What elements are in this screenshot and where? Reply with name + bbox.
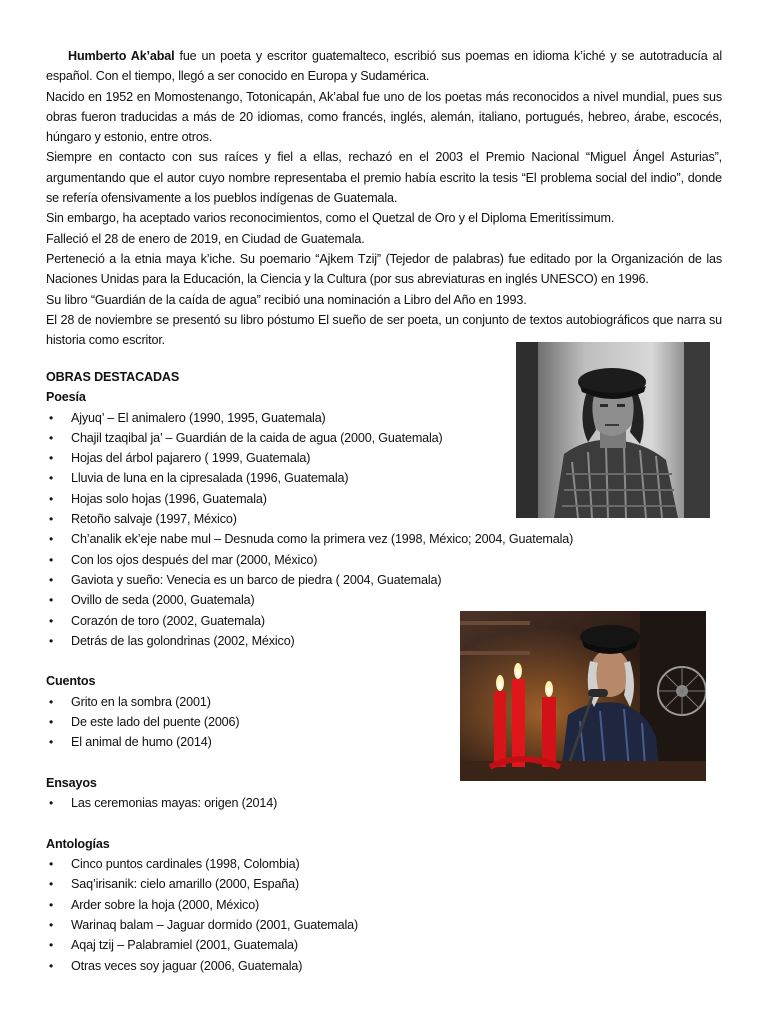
stories-heading: Cuentos	[46, 674, 96, 689]
list-item: • Aqaj tzij – Palabramiel (2001, Guatemala)	[46, 935, 466, 955]
list-item: • Ovillo de seda (2000, Guatemala)	[46, 590, 466, 610]
essays-list	[46, 793, 466, 813]
works-section	[46, 367, 574, 976]
list-item: • Hojas del árbol pajarero ( 1999, Guatemala)	[46, 448, 466, 468]
bio-paragraph-7: Su libro “Guardián de la caída de agua” recibió una nominación a Libro del Año en 1993.	[46, 292, 527, 307]
author-name: Humberto Ak’abal	[68, 49, 175, 63]
author-reading-photo	[460, 611, 706, 781]
spacer	[46, 753, 466, 773]
anthologies-list	[46, 854, 466, 976]
bio-paragraph-3: Siempre en contacto con sus raíces y fiel a ellas, rechazó en el 2003 el Premio Nacional “Miguel Ángel Asturias”, argumentando que el autor cuyo nombre representaba el premio había escrito la tesis “El problema social del indio”, donde se refería ofensivamente a los pueblos indígenas de Guatemala.	[46, 150, 722, 206]
list-item: • Saq’irisanik: cielo amarillo (2000, España)	[46, 874, 466, 894]
list-item: • Grito en la sombra (2001)	[46, 692, 466, 712]
bio-paragraph-5: Falleció el 28 de enero de 2019, en Ciudad de Guatemala.	[46, 231, 365, 246]
list-item: • Retoño salvaje (1997, México)	[46, 509, 466, 529]
list-item: • Ch’analik ek’eje nabe mul – Desnuda como la primera vez (1998, México; 2004, Guatemala)	[46, 529, 466, 549]
author-portrait-photo	[516, 342, 710, 518]
list-item: • Las ceremonias mayas: origen (2014)	[46, 793, 466, 813]
list-item: • Lluvia de luna en la cipresalada (1996, Guatemala)	[46, 468, 466, 488]
list-item: • Arder sobre la hoja (2000, México)	[46, 895, 466, 915]
essays-heading: Ensayos	[46, 775, 97, 790]
list-item: • Cinco puntos cardinales (1998, Colombia)	[46, 854, 466, 874]
biography-text	[46, 46, 722, 350]
bio-paragraph-2: Nacido en 1952 en Momostenango, Totonicapán, Ak’abal fue uno de los poetas más reconocidos a nivel mundial, pues sus obras fueron traducidas a más de 20 idiomas, como francés, inglés, alemán, italiano, portugués, hebreo, árabe, escocés, húngaro y estonio, entre otros.	[46, 89, 722, 145]
list-item: • Detrás de las golondrinas (2002, México)	[46, 631, 466, 651]
poetry-heading: Poesía	[46, 390, 86, 405]
bio-paragraph-4: Sin embargo, ha aceptado varios reconocimientos, como el Quetzal de Oro y el Diploma Emeritíssimum.	[46, 211, 615, 226]
list-item: • Corazón de toro (2002, Guatemala)	[46, 611, 466, 631]
list-item: • Gaviota y sueño: Venecia es un barco de piedra ( 2004, Guatemala)	[46, 570, 466, 590]
bio-paragraph-1	[46, 46, 722, 87]
list-item: • El animal de humo (2014)	[46, 732, 466, 752]
list-item: • Warinaq balam – Jaguar dormido (2001, Guatemala)	[46, 915, 466, 935]
stories-list	[46, 692, 466, 753]
anthologies-heading: Antologías	[46, 836, 110, 851]
spacer	[46, 651, 466, 671]
list-item: • Ajyuq’ – El animalero (1990, 1995, Guatemala)	[46, 408, 466, 428]
list-item: • Hojas solo hojas (1996, Guatemala)	[46, 489, 466, 509]
list-item: • Otras veces soy jaguar (2006, Guatemala)	[46, 956, 466, 976]
spacer	[46, 814, 466, 834]
bio-paragraph-1-text: fue un poeta y escritor guatemalteco, escribió sus poemas en idioma k’iché y se autotraducía al español. Con el tiempo, llegó a ser conocido en Europa y Sudamérica.	[46, 49, 723, 84]
list-item: • Chajil tzaqibal ja’ – Guardián de la caida de agua (2000, Guatemala)	[46, 428, 466, 448]
list-item: • De este lado del puente (2006)	[46, 712, 466, 732]
poetry-list	[46, 408, 574, 652]
bio-paragraph-8: El 28 de noviembre se presentó su libro póstumo El sueño de ser poeta, un conjunto de textos autobiográficos que narra su historia como escritor.	[46, 312, 722, 348]
works-heading: OBRAS DESTACADAS	[46, 370, 180, 384]
list-item: • Con los ojos después del mar (2000, México)	[46, 550, 466, 570]
bio-paragraph-6: Perteneció a la etnia maya k’iche. Su poemario “Ajkem Tzij” (Tejedor de palabras) fue editado por la Organización de las Naciones Unidas para la Educación, la Ciencia y la Cultura (por sus abreviaturas en inglés UNESCO) en 1996.	[46, 251, 722, 287]
